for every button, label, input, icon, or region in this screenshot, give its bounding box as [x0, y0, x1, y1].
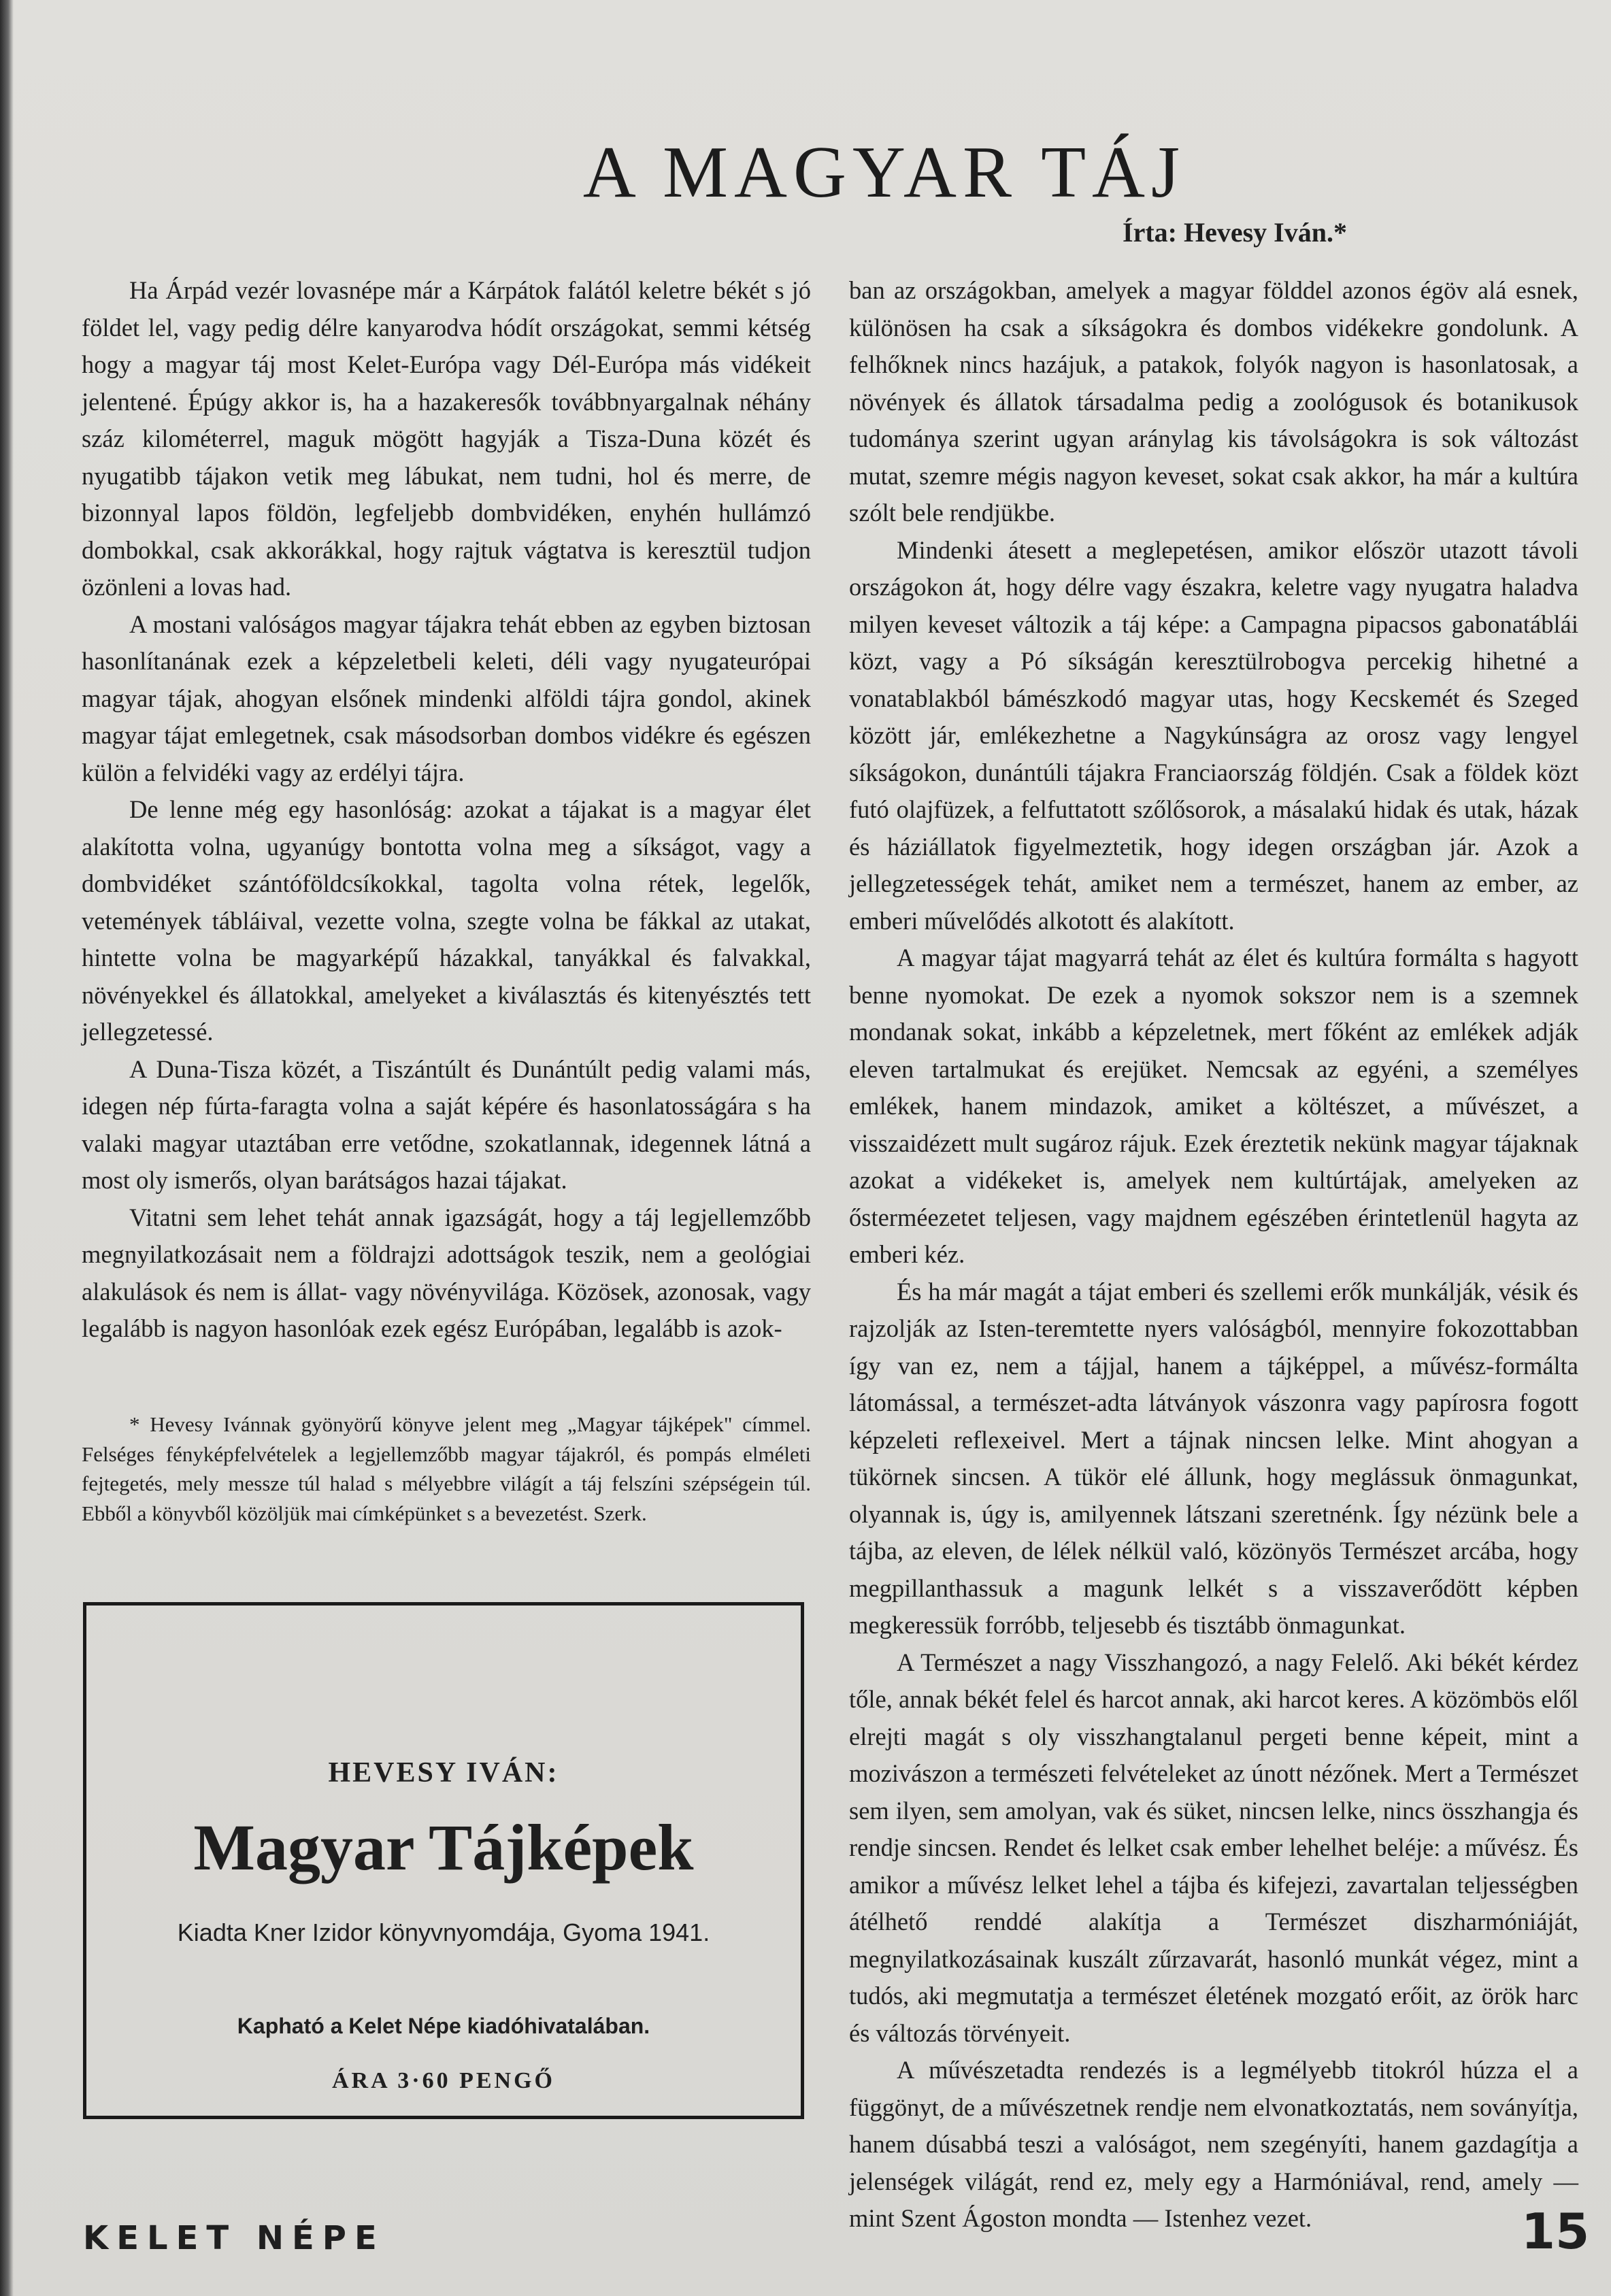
paragraph: Vitatni sem lehet tehát annak igazságát, hogy a táj legjellemzőbb megnyilatkozásait nem a földrajzi adottságok teszik, nem a geológiai alakulások és nem is állat- vagy növényvilága. Közösek, azonosak, vagy legalább is nagyon hasonlóak ezek egész Európában, legalább is azok-: [82, 1203, 811, 1342]
paragraph-continued: ban az országokban, amelyek a magyar földdel azonos égöv alá esnek, különösen ha csak a síkságokra és dombos vidékekre gondolunk. A felhőknek nincs hazájuk, a patakok, folyók nagyon is hasonlatosak, a növények és állatok társadalma pedig a zoológusok és botanikusok tudománya szerint ugyan aránylag kis távolságokra is sok változást mutat, szemre mégis nagyon keveset, sokat csak akkor, ha már a kultúra szólt bele rendjükbe.: [849, 276, 1578, 527]
ad-availability: Kapható a Kelet Népe kiadóhivatalában.: [237, 2014, 650, 2038]
ad-price: ÁRA 3·60 PENGŐ: [331, 2068, 556, 2093]
magazine-name: KELET NÉPE: [83, 2219, 385, 2257]
page-spine-shadow: [0, 0, 14, 2296]
article-byline: Írta: Hevesy Iván.*: [1123, 217, 1347, 248]
paragraph: A művészetadta rendezés is a legmélyebb titokról húzza el a függönyt, de a művészetnek rendje nem elvonatkoztatás, nem soványítja, hanem dúsabbá teszi a valóságot, nem szegényíti, hanem gazdagítja a jelenségek világát, rend ez, mely egy a Harmóniával, rend, amely — mint Szent Ágoston mondta — Istenhez vezet.: [849, 2056, 1578, 2232]
paragraph: A Duna-Tisza közét, a Tiszántúlt és Dunántúlt pedig valami más, idegen nép fúrta-faragta volna a saját képére és hasonlatosságára s ha valaki magyar utaztában erre vetődne, szokatlannak, idegennek látná a most oly ismerős, olyan barátságos hazai tájakat.: [82, 1054, 811, 1194]
article-title: A MAGYAR TÁJ: [582, 132, 1186, 213]
paragraph: Mindenki átesett a meglepetésen, amikor először utazott távoli országokon át, hogy délre vagy északra, keletre vagy nyugatra haladva milyen keveset változik a táj képe: a Campagna pipacsos gabonatáblái közt, vagy a Pó síkságán keresztülrobogva percekig hihetné a vonatablakból bámészkodó magyar utas, hogy Kecskemét és Szeged között jár, emlékezhetne a Nagykúnságra az orosz vagy lengyel síkságokon, dunántúli tájakra Franciaország földjén. Csak a földek közt futó olajfüzek, a felfuttatott szőlősorok, a másalakú hidak és utak, házak és háziállatok figyelmeztetik, hogy idegen országban jár. Azok a jellegzetességek tehát, amiket nem a természet, hanem az ember, az emberi művelődés alkotott és alakított.: [849, 535, 1578, 935]
left-column: [82, 272, 811, 1348]
paragraph: És ha már magát a tájat emberi és szellemi erők munkálják, vésik és rajzolják az Isten-teremtette nyers valóságból, mennyire fokozottabban így van ez, nem a tájjal, hanem a tájképpel, a művész-formálta látomással, a természet-adta látványok vászonra vagy papírosra fogott képzeleti reflexeivel. Mert a tájnak nincsen lelke. Mint ahogyan a tükörnek sincsen. A tükör elé állunk, hogy meglássuk önmagunkat, olyannak is, úgy is, amilyennek látszani szeretnénk. Így nézünk bele a tájba, az eleven, de lélek nélkül való, közönyös Természet arcába, hogy megpillanthassuk a magunk lelkét s a visszaverődött képben megkeressük forróbb, teljesebb és tisztább önmagunkat.: [849, 1277, 1578, 1639]
paragraph: A magyar tájat magyarrá tehát az élet és kultúra formálta s hagyott benne nyomokat. De ezek a nyomok sokszor nem is a szemnek mondanak sokat, inkább a képzeletnek, mert főként az emlékek adják eleven tartalmukat és erejüket. Nemcsak az egyéni, a személyes emlékek, hanem mindazok, amiket a költészet, a művészet, a visszaidézett mult sugároz rájuk. Ezek éreztetik nekünk magyar tájaknak azokat a vidékeket is, amelyek nem kultúrtájak, amelyeken az ősterméezetet teljesen, vagy majdnem egészében érintetlenül hagyta az emberi kéz.: [849, 944, 1578, 1268]
paragraph: Ha Árpád vezér lovasnépe már a Kárpátok falától keletre békét s jó földet lel, vagy pedig délre kanyarodva hódít országokat, semmi kétség hogy a magyar táj most Kelet-Európa vagy Dél-Európa más vidékeit jelentené. Épúgy akkor is, ha a hazakeresők továbbnyargalnak néhány száz kilométerrel, maguk mögött hagyják a Tisza-Duna közét és nyugatibb tájakon vetik meg lábukat, nem tudni, hol és merre, de bizonnyal lapos földön, legfeljebb dombvidéken, enyhén hullámzó dombokkal, csak akkorákkal, hogy rajtuk vágtatva is keresztül tudjon özönleni a lovas had.: [82, 276, 811, 601]
page-number: 15: [1521, 2203, 1590, 2260]
paragraph: A mostani valóságos magyar tájakra tehát ebben az egyben biztosan hasonlítanának ezek a képzeletbeli keleti, déli vagy nyugateurópai magyar tájak, ahogyan elsőnek mindenki alföldi tájra gondol, akinek magyar tájat emlegetnek, csak másodsorban dombos vidékre és egészen külön a felvidéki vagy az erdélyi tájra.: [82, 610, 811, 786]
paragraph: De lenne még egy hasonlóság: azokat a tájakat is a magyar élet alakította volna, ugyanúgy bontotta volna meg a síkságot, vagy a dombvidéket szántóföldcsíkokkal, tagolta volna rétek, legelők, vetemények tábláival, vezette volna, szegte volna be fákkal az utakat, hintette volna be magyarképű házakkal, tanyákkal és falvakkal, növényekkel és állatokkal, amelyeket a kiválasztás és kitenyésztés tett jellegzetessé.: [82, 795, 811, 1046]
book-advertisement: [83, 1602, 804, 2119]
right-column: [849, 272, 1578, 2237]
ad-book-title: Magyar Tájképek: [193, 1811, 694, 1884]
ad-author: HEVESY IVÁN:: [328, 1757, 559, 1788]
paragraph: A Természet a nagy Visszhangozó, a nagy Felelő. Aki békét kérdez tőle, annak békét felel és harcot annak, aki harcot keres. A közömbös elől elrejti magát s oly visszhangtalanul pergeti benne képeit, mint a mozivászon a természeti felvételeket az únott nézőnek. Mert a Természet sem ilyen, sem amolyan, vak és süket, nincsen lelke, nincs összhangja és rendje sincsen. Rendet és lelket csak ember lehelhet beléje: a művész. És amikor a művész lelket lehel a tájba és kifejezi, zavartalan teljességben átélhető renddé alakítja a Természet diszharmóniáját, megnyilatkozásainak kuszált zűrzavarát, hasonló munkát végez, mint a tudós, aki megmutatja a természet életének mozgató erőit, az örök harc és változás törvényeit.: [849, 1648, 1578, 2047]
footnote-text: * Hevesy Ivánnak gyönyörű könyve jelent meg „Magyar tájképek" címmel. Felséges fényképfelvételek a legjellemzőbb magyar tájakról, és pompás elméleti fejtegetés, mely messze túl halad s mélyebbre világít a táj felszíni szépségein túl. Ebből a könyvből közöljük mai címképünket s a bevezetést. Szerk.: [82, 1412, 811, 1525]
footnote: [82, 1410, 811, 1528]
ad-publisher: Kiadta Kner Izidor könyvnyomdája, Gyoma 1941.: [177, 1918, 710, 1946]
